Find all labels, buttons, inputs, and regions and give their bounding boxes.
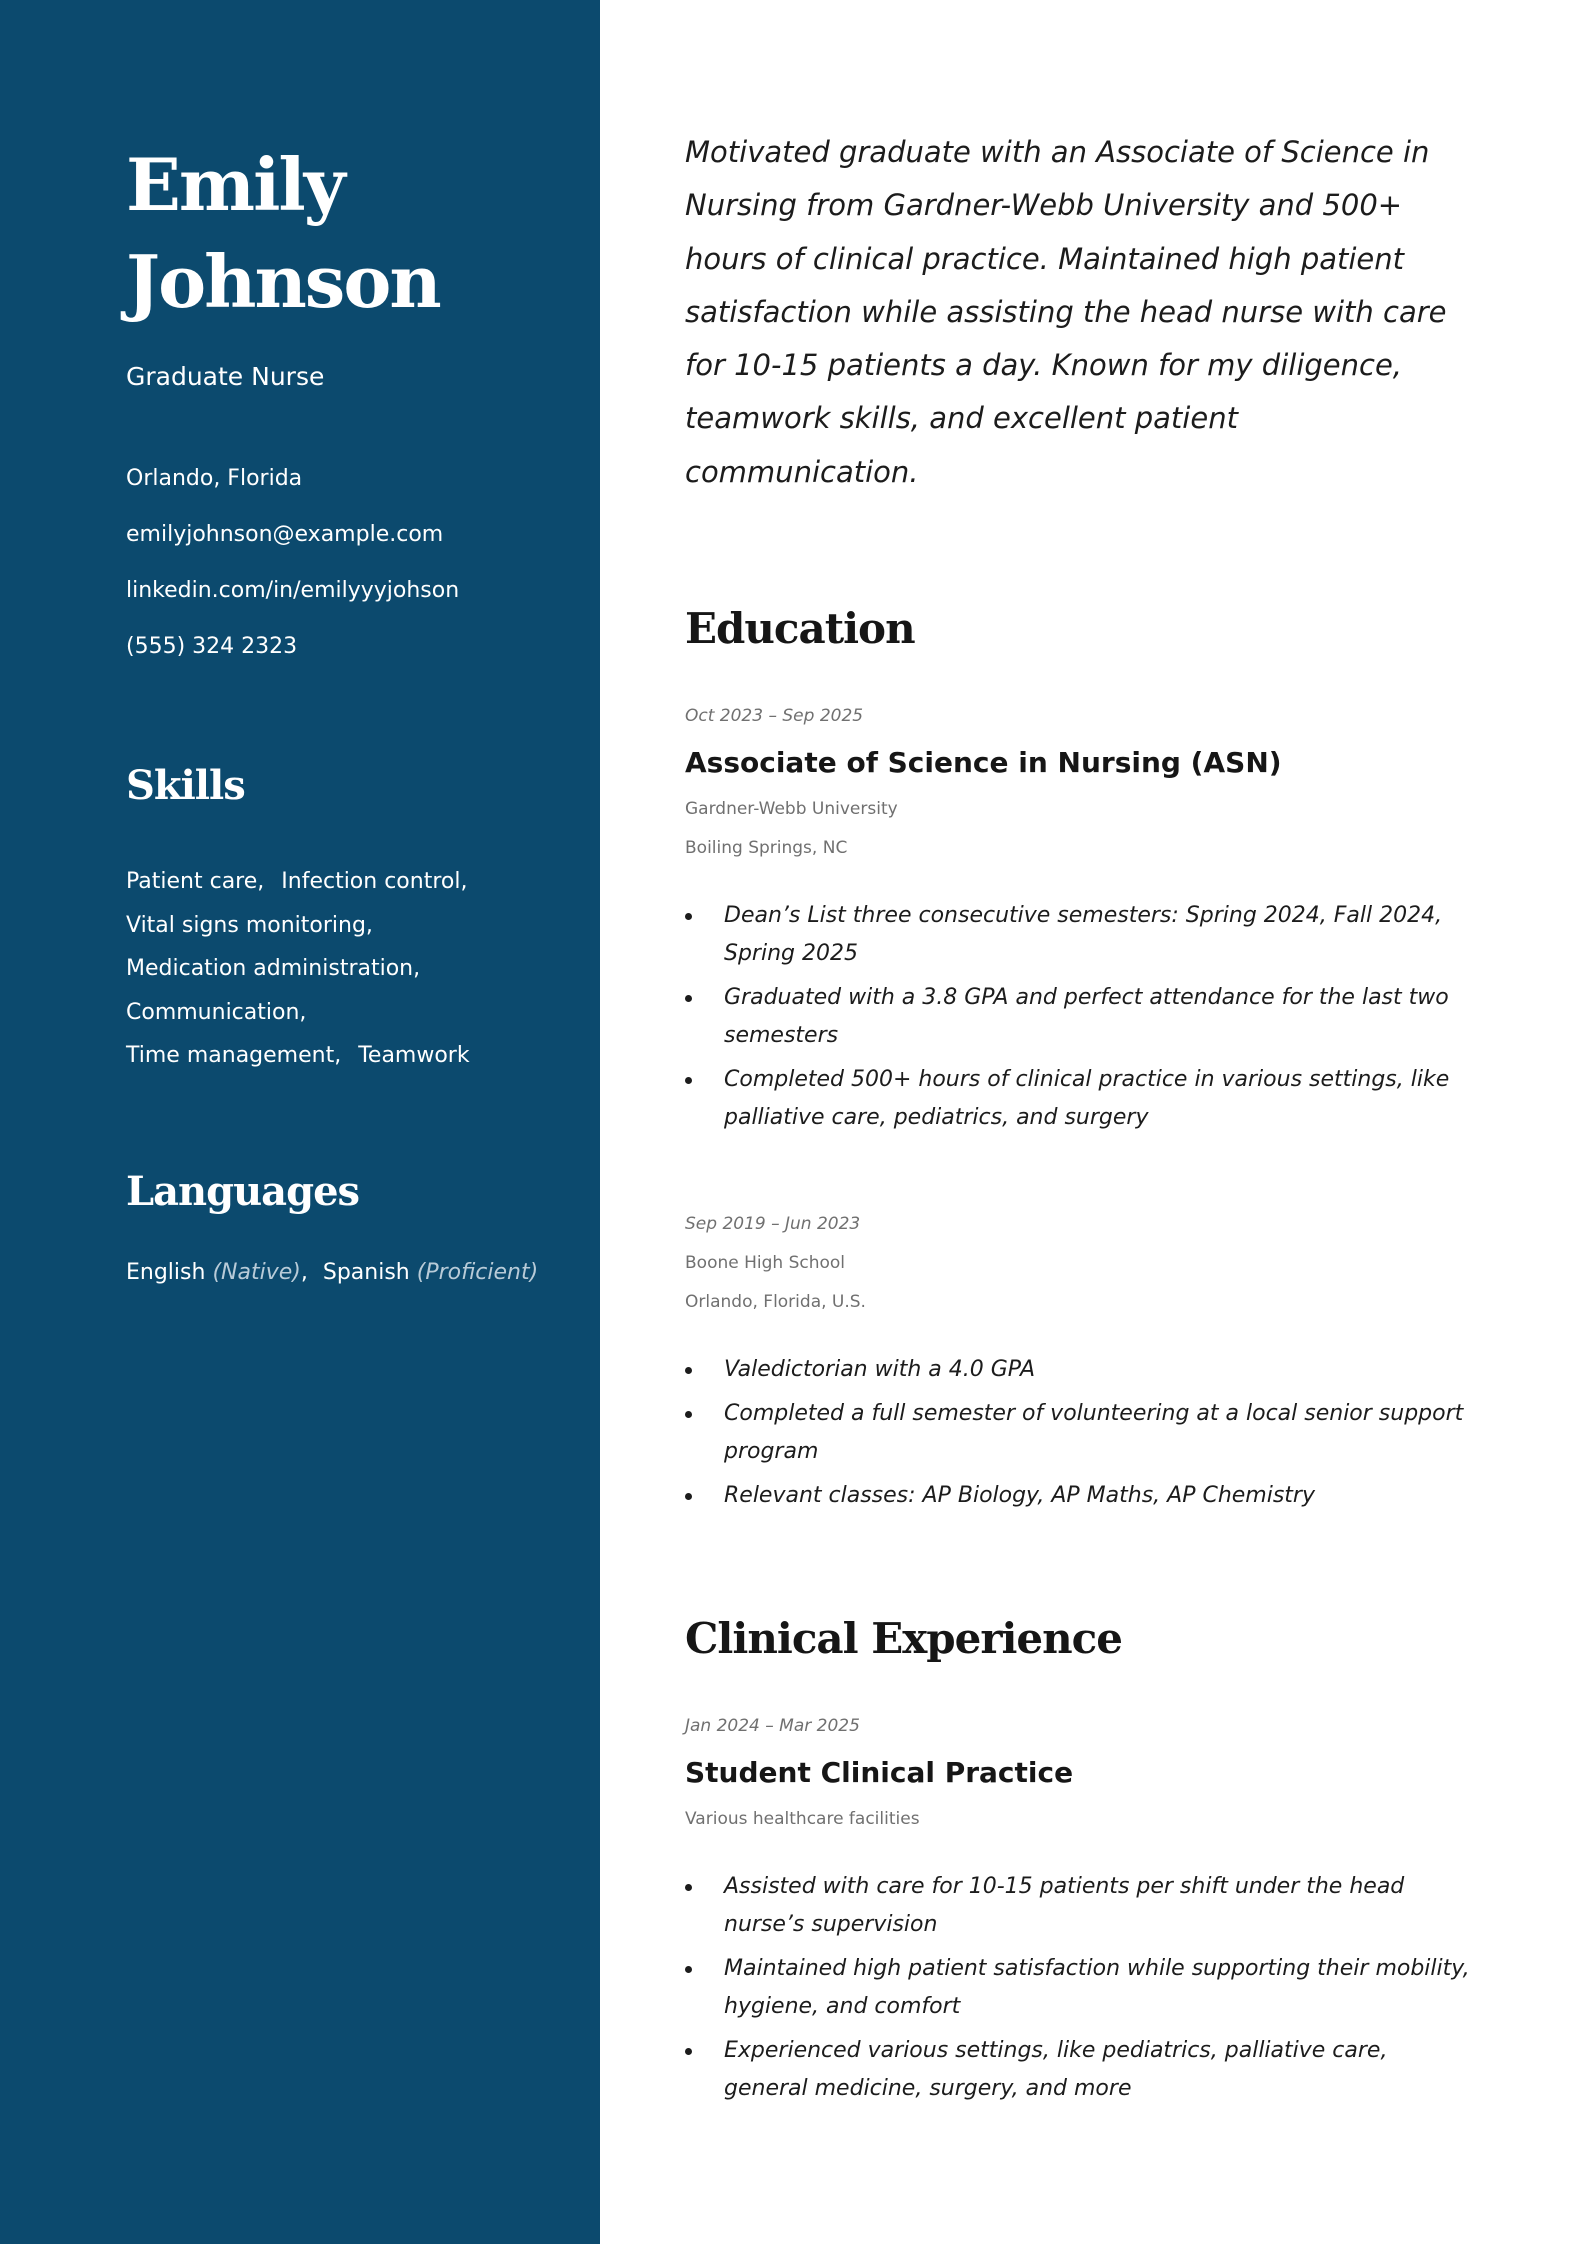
entry-dates: Oct 2023 – Sep 2025 [685,706,864,727]
school-location: Orlando, Florida, U.S. [685,1292,866,1313]
language-level: (Proficient) [416,1259,539,1285]
linkedin-link[interactable]: linkedin.com/in/emilyyyjohson [126,578,460,603]
phone-text: (555) 324 2323 [126,634,298,659]
responsibility-item: Maintained high patient satisfaction while supporting their mobility, hygiene, and comfort [685,1950,1475,2026]
email-link[interactable]: emilyjohnson@example.com [126,522,444,547]
last-name: Johnson [126,239,440,324]
school-location: Boiling Springs, NC [685,838,848,859]
skill-item: Vital signs monitoring, [126,912,373,938]
skill-item: Time management, [126,1043,342,1068]
language-level: (Native) [212,1259,301,1285]
skill-item: Infection control, [281,869,468,894]
education-entry [685,705,1475,1137]
language-item [323,1260,538,1285]
school-name: Boone High School [685,1253,846,1274]
achievement-list [685,1351,1475,1515]
profile-summary: Motivated graduate with an Associate of Science in Nursing from Gardner-Webb University and 500+ hours of clinical practice. Maintained high patient satisfaction while assisting the head nurse with care for 10-15 patients a day. Known for my diligence, teamwork skills, and excellent patient communication. [685,135,1447,489]
achievement-item: Dean’s List three consecutive semesters: Spring 2024, Fall 2024, Spring 2025 [685,897,1475,973]
language-item [126,1260,308,1285]
skills-list [126,860,546,1078]
sidebar [0,0,600,2244]
languages-heading: Languages [126,1167,360,1215]
school-name: Gardner-Webb University [685,799,898,820]
position-title: Student Clinical Practice [685,1756,1074,1790]
job-title: Graduate Nurse [126,362,325,391]
achievement-item: Graduated with a 3.8 GPA and perfect attendance for the last two semesters [685,979,1475,1055]
skill-item: Teamwork [358,1043,470,1068]
entry-dates: Sep 2019 – Jun 2023 [685,1214,861,1235]
achievement-item: Relevant classes: AP Biology, AP Maths, AP Chemistry [685,1477,1475,1515]
skill-item: Medication administration, [126,956,421,981]
location-text: Orlando, Florida [126,466,303,491]
degree-title: Associate of Science in Nursing (ASN) [685,746,1282,780]
language-separator: , [300,1259,308,1285]
responsibility-item: Assisted with care for 10-15 patients per shift under the head nurse’s supervision [685,1868,1475,1944]
responsibility-list [685,1868,1475,2108]
education-heading: Education [685,604,915,654]
skill-item: Communication, [126,999,307,1025]
entry-dates: Jan 2024 – Mar 2025 [685,1716,860,1737]
experience-entry [685,1715,1475,2108]
first-name: Emily [126,142,344,227]
education-entry [685,1213,1475,1515]
achievement-item: Valedictorian with a 4.0 GPA [685,1351,1475,1389]
organization-name: Various healthcare facilities [685,1809,920,1830]
contact-info [126,464,540,662]
languages-list [126,1258,540,1288]
language-name: Spanish [322,1259,410,1285]
achievement-item: Completed a full semester of volunteering at a local senior support program [685,1395,1475,1471]
responsibility-item: Experienced various settings, like pediatrics, palliative care, general medicine, surgery, and more [685,2032,1475,2108]
main-content [685,126,1475,2114]
candidate-name [126,136,540,330]
experience-heading: Clinical Experience [685,1614,1122,1664]
achievement-list [685,897,1475,1137]
skill-item: Patient care, [126,869,265,894]
skills-heading: Skills [126,762,245,809]
language-name: English [126,1259,206,1285]
achievement-item: Completed 500+ hours of clinical practice in various settings, like palliative care, pediatrics, and surgery [685,1061,1475,1137]
